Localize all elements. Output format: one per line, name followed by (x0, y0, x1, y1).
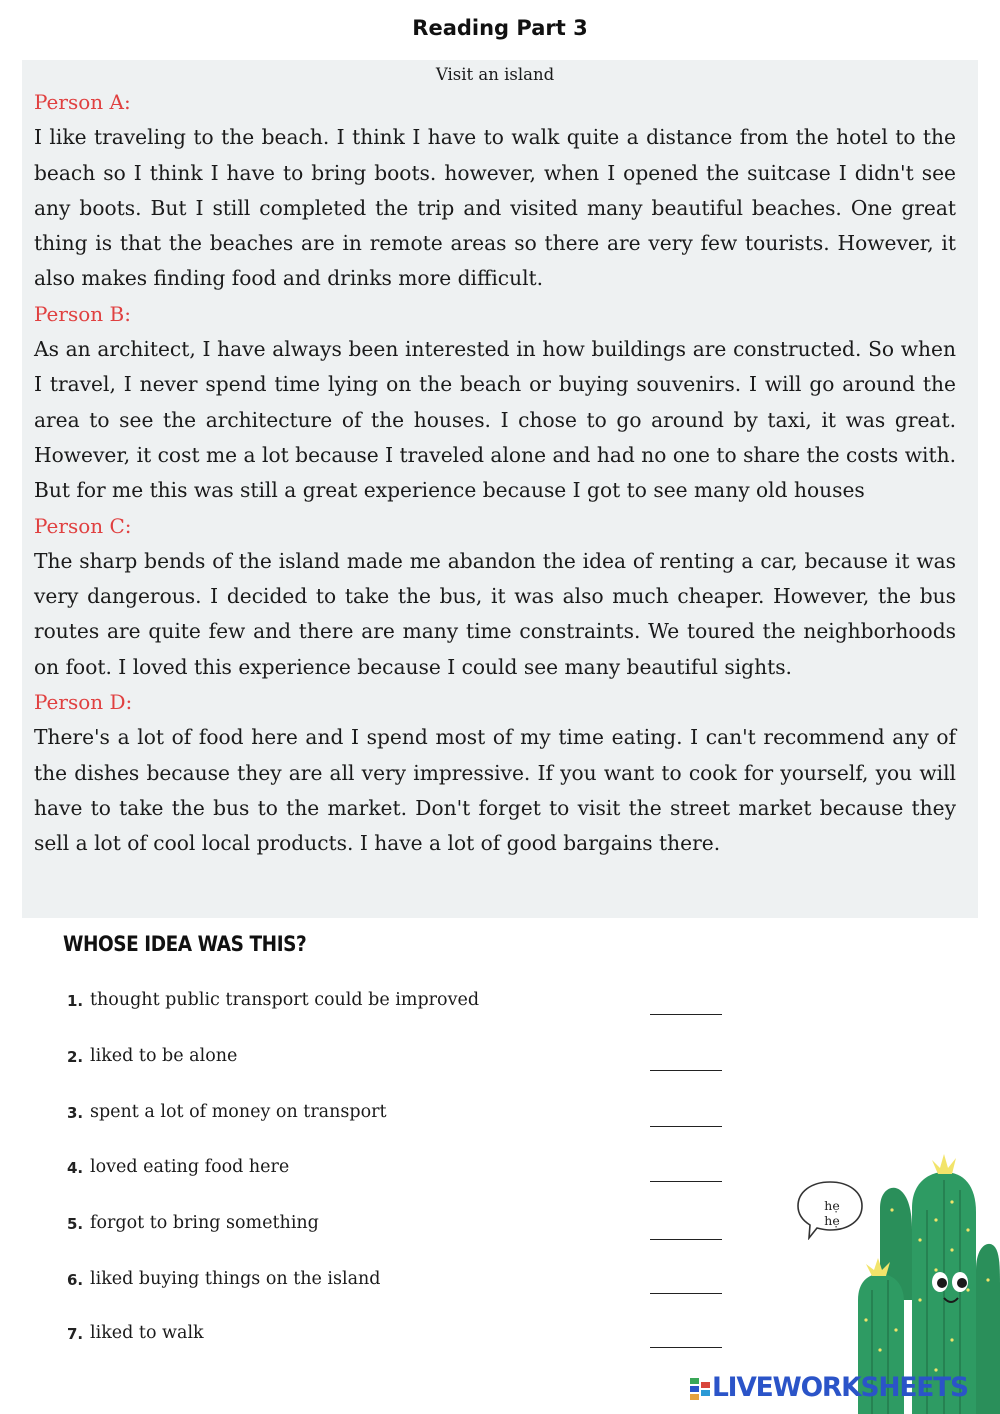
question-text: liked to be alone (90, 1046, 238, 1066)
person-a-label: Person A: (34, 90, 131, 114)
page-title: Reading Part 3 (412, 16, 588, 40)
reading-passage (22, 60, 978, 918)
answer-blank-4[interactable] (650, 1181, 722, 1182)
question-item-3 (67, 1102, 747, 1132)
question-number: 7. (67, 1325, 84, 1343)
question-number: 6. (67, 1271, 84, 1289)
question-item-7 (67, 1323, 747, 1353)
question-item-2 (67, 1046, 747, 1076)
question-number: 5. (67, 1215, 84, 1233)
question-item-5 (67, 1213, 747, 1243)
question-item-4 (67, 1157, 747, 1187)
question-item-6 (67, 1269, 747, 1299)
answer-blank-3[interactable] (650, 1126, 722, 1127)
question-text: liked buying things on the island (90, 1269, 381, 1289)
person-b-label: Person B: (34, 301, 131, 326)
answer-blank-2[interactable] (650, 1070, 722, 1071)
question-number: 4. (67, 1159, 84, 1177)
questions-heading: WHOSE IDEA WAS THIS? (63, 932, 307, 956)
person-c-label: Person C: (34, 513, 132, 538)
person-d-label: Person D: (34, 690, 133, 715)
question-text: forgot to bring something (90, 1213, 319, 1233)
speech-text: hẹ hẹ (824, 1198, 840, 1228)
question-number: 1. (67, 992, 84, 1010)
person-b-text: As an architect, I have always been interested in how buildings are constructed. So when I travel, I never spend time lying on the beach or buying souvenirs. I will go around the area to see the architecture of the houses. I chose to go around by taxi, it was great. However, it cost me a lot because I traveled alone and had no one to share the costs with. But for me this was still a great experience because I got to see many old houses (34, 337, 956, 503)
question-text: thought public transport could be improved (90, 990, 480, 1010)
answer-blank-5[interactable] (650, 1239, 722, 1240)
answer-blank-7[interactable] (650, 1347, 722, 1348)
liveworksheets-logo (690, 1372, 990, 1406)
question-text: loved eating food here (90, 1157, 290, 1177)
person-c-text: The sharp bends of the island made me abandon the idea of renting a car, because it was very dangerous. I decided to take the bus, it was also much cheaper. However, the bus routes are quite few and there are many time constraints. We toured the neighborhoods on foot. I loved this experience because I could see many beautiful sights. (34, 548, 956, 679)
question-number: 2. (67, 1048, 84, 1066)
person-a-text: I like traveling to the beach. I think I have to walk quite a distance from the hotel to the beach so I think I have to bring boots. however, when I opened the suitcase I didn't see any boots. But I still completed the trip and visited many beautiful beaches. One great thing is that the beaches are in remote areas so there are very few tourists. However, it also makes finding food and drinks more difficult. (34, 125, 956, 291)
reading-subtitle: Visit an island (435, 65, 555, 84)
person-d-text: There's a lot of food here and I spend most of my time eating. I can't recommend any of the dishes because they are all very impressive. If you want to cook for yourself, you will have to take the bus to the market. Don't forget to visit the street market because they sell a lot of cool local products. I have a lot of good bargains there. (34, 725, 956, 856)
logo-mark-icon (690, 1378, 712, 1400)
question-text: spent a lot of money on transport (90, 1102, 387, 1122)
answer-blank-1[interactable] (650, 1014, 722, 1015)
question-text: liked to walk (90, 1323, 204, 1343)
logo-text: LIVEWORKSHEETS (712, 1372, 968, 1403)
answer-blank-6[interactable] (650, 1293, 722, 1294)
question-number: 3. (67, 1104, 84, 1122)
question-item-1 (67, 990, 747, 1020)
